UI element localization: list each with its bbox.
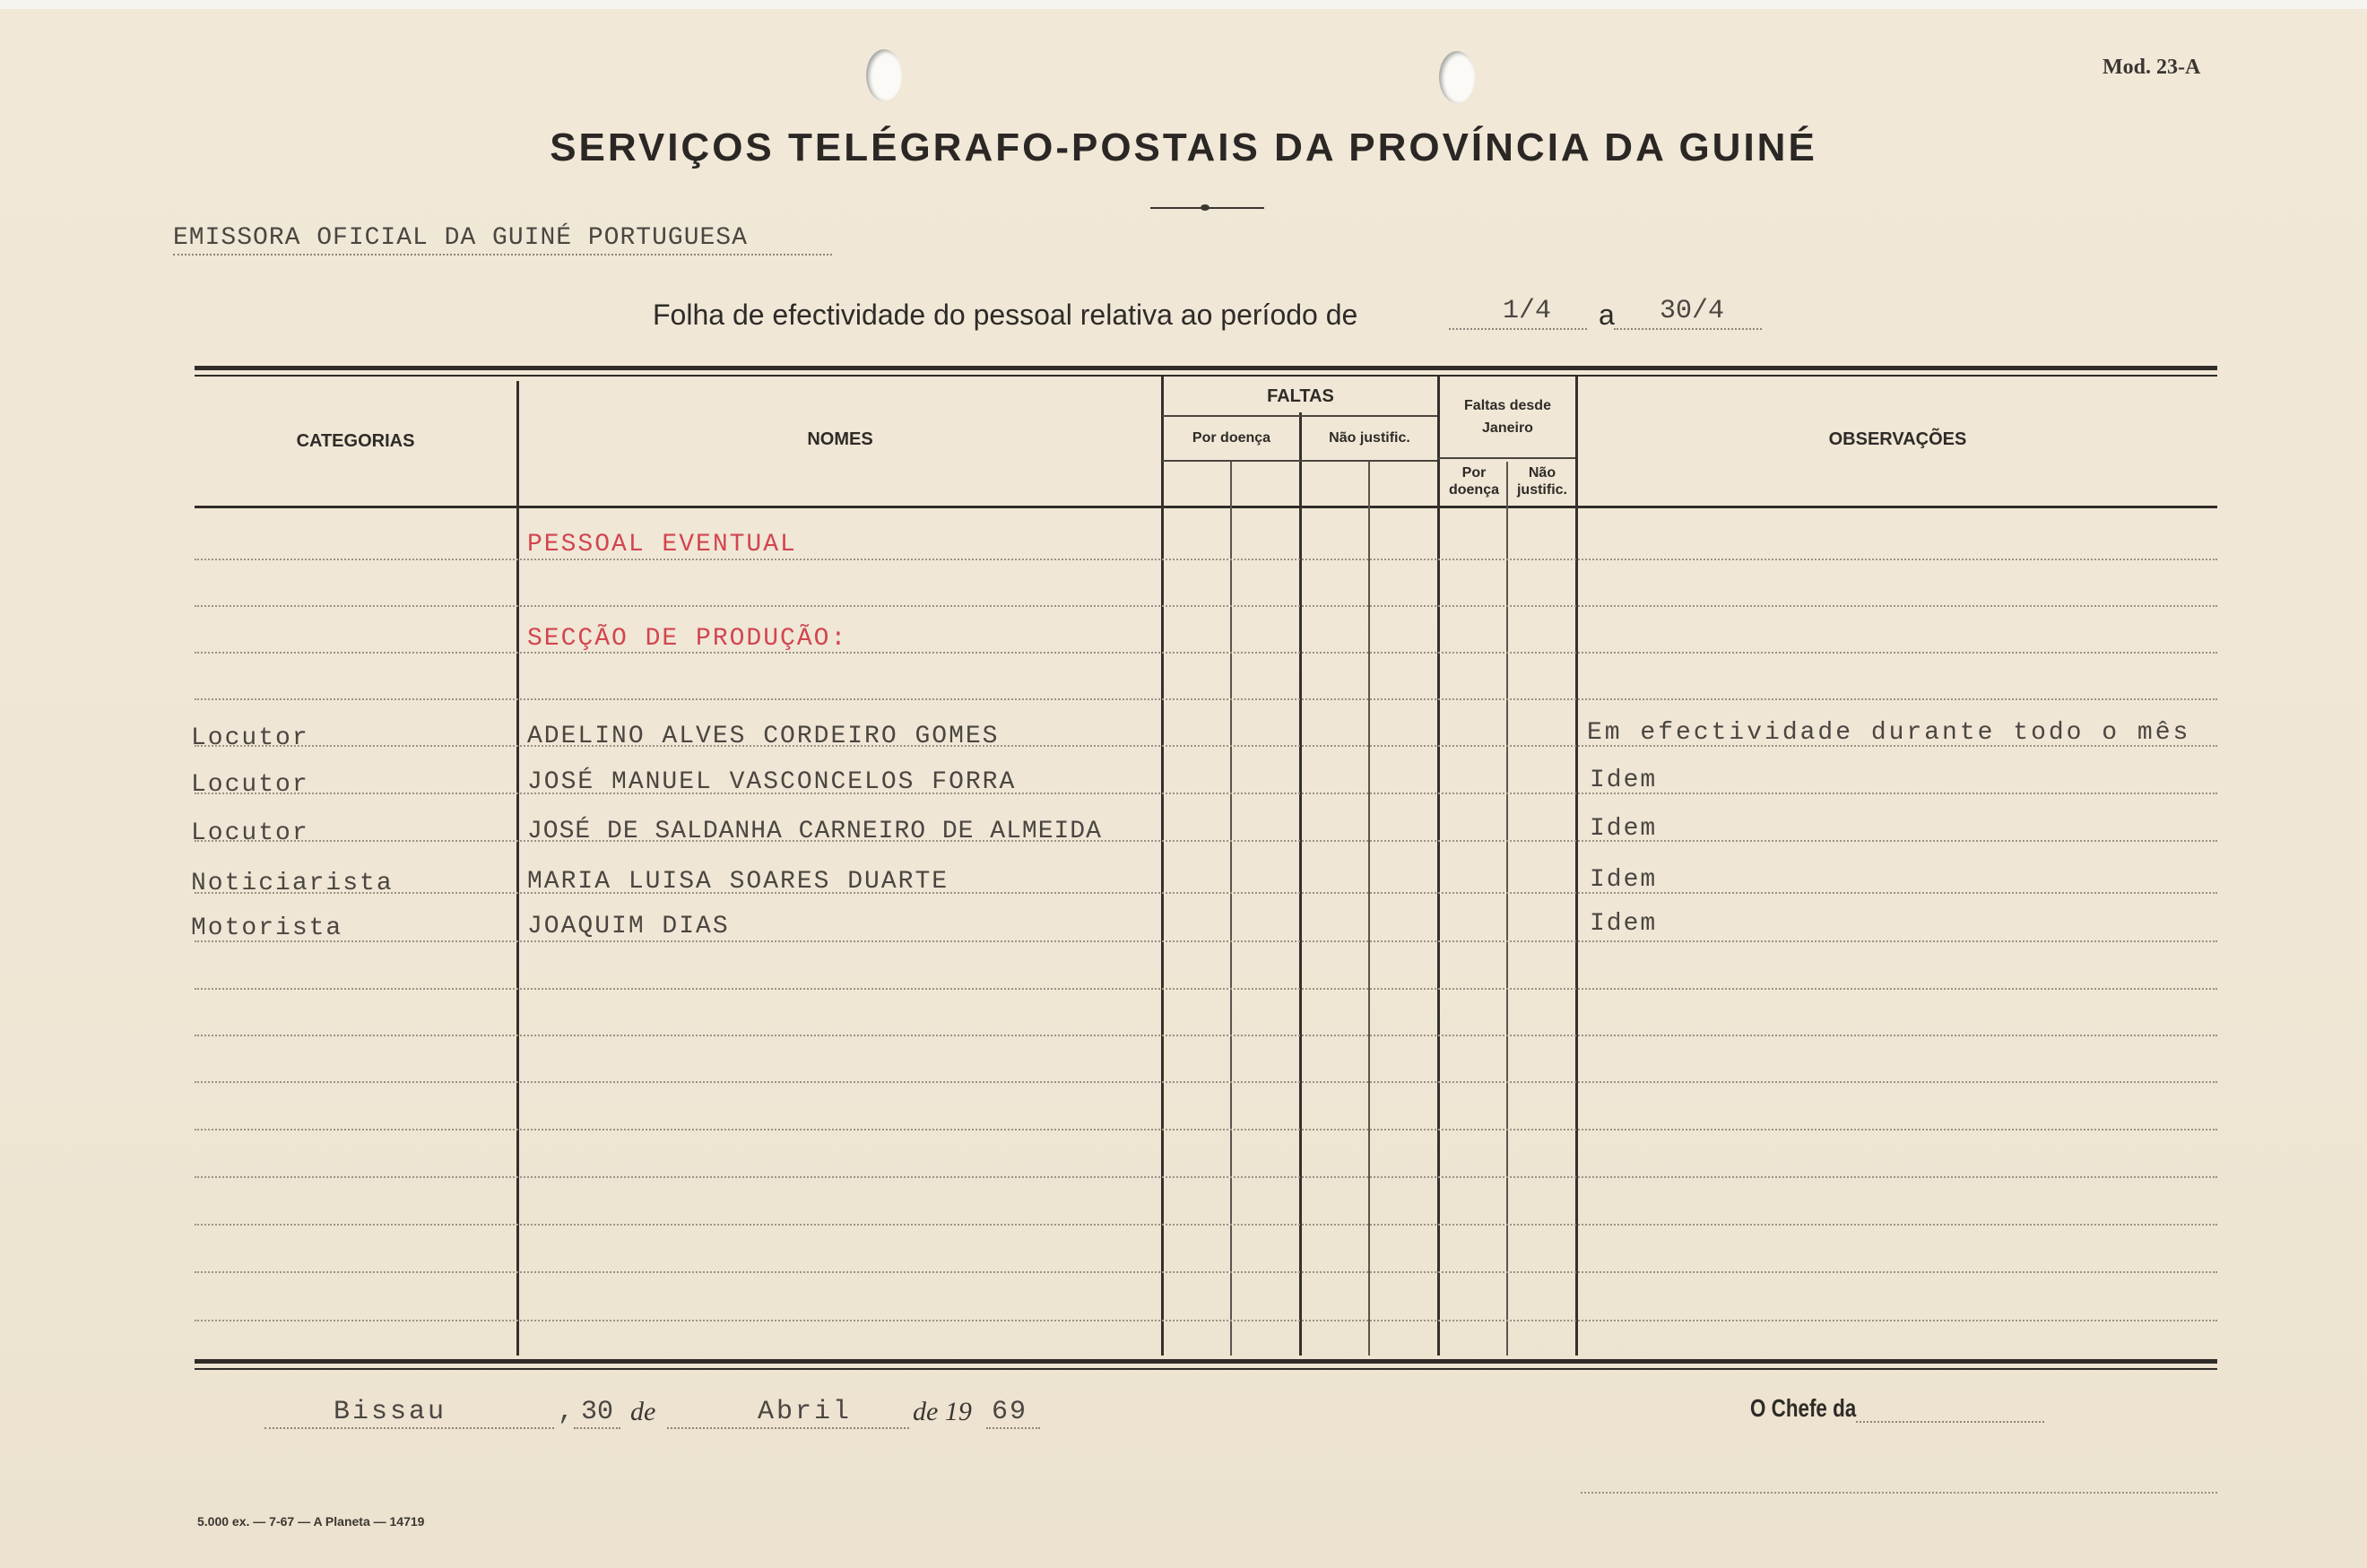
row-5-observacao: Idem [1590, 910, 1658, 938]
footer-day-comma: , [558, 1397, 575, 1427]
header-nomes: NOMES [807, 429, 873, 449]
row-1-nome: ADELINO ALVES CORDEIRO GOMES [527, 723, 1000, 750]
period-connector: a [1599, 299, 1615, 331]
row-rule [195, 1271, 2217, 1273]
print-info: 5.000 ex. — 7-67 — A Planeta — 14719 [197, 1514, 425, 1529]
row-3-observacao: Idem [1590, 815, 1658, 843]
period-to-field [1614, 328, 1762, 330]
row-4-observacao: Idem [1590, 866, 1658, 894]
header-por-doenca: Por doença [1192, 430, 1271, 446]
header-observacoes: OBSERVAÇÕES [1828, 429, 1967, 449]
subcolumn-divider-3 [1506, 462, 1508, 1356]
table-top-rule [195, 366, 2217, 370]
column-divider-nomes [1161, 377, 1164, 1356]
row-5-nome: JOAQUIM DIAS [527, 913, 730, 940]
header-jan-doenca: doença [1448, 482, 1499, 498]
header-faltas-desde-janeiro: Faltas desde Janeiro [1464, 398, 1551, 436]
subcolumn-divider-2 [1368, 462, 1370, 1356]
row-4-nome: MARIA LUISA SOARES DUARTE [527, 868, 949, 896]
table-header-rule [195, 506, 2217, 508]
footer-day: 30 [581, 1397, 614, 1427]
header-faltas: FALTAS [1267, 386, 1334, 406]
row-4-categoria: Noticiarista [191, 870, 394, 897]
form-code: Mod. 23-A [2103, 56, 2201, 79]
table-bottom-rule [195, 1359, 2217, 1364]
faltas-header-rule [1162, 415, 1437, 417]
title-ornament [1150, 207, 1264, 209]
row-rule [195, 892, 2217, 894]
table-top-rule-thin [195, 375, 2217, 377]
row-rule [195, 605, 2217, 607]
row-5-categoria: Motorista [191, 914, 343, 942]
month-field [667, 1427, 909, 1429]
header-jan-nao: Não [1528, 465, 1556, 481]
period-label: Folha de efectividade do pessoal relativa ao período de [653, 299, 1358, 331]
row-1-observacao: Em efectividade durante todo o mês [1587, 719, 2191, 747]
row-rule [195, 1081, 2217, 1083]
row-rule [195, 1129, 2217, 1131]
paper-edge [0, 0, 2367, 9]
day-field [574, 1427, 620, 1429]
row-rule [195, 988, 2217, 990]
chefe-label: O Chefe da [1750, 1394, 1857, 1422]
header-categorias: CATEGORIAS [296, 431, 415, 451]
punch-hole-right [1439, 51, 1475, 103]
organization-name: EMISSORA OFICIAL DA GUINÉ PORTUGUESA [173, 224, 832, 256]
row-rule [195, 698, 2217, 700]
row-rule [195, 840, 2217, 842]
row-2-categoria: Locutor [191, 771, 309, 799]
column-divider-faltas [1299, 412, 1302, 1356]
header-nao-justific: Não justific. [1329, 430, 1410, 446]
section-label-pessoal-eventual: PESSOAL EVENTUAL [527, 531, 797, 559]
row-rule [195, 1176, 2217, 1178]
faltas-subheader-rule [1162, 460, 1437, 462]
column-divider-janeiro [1437, 377, 1440, 1356]
row-rule [195, 1035, 2217, 1036]
row-3-nome: JOSÉ DE SALDANHA CARNEIRO DE ALMEIDA [527, 818, 1102, 845]
year-field [986, 1427, 1040, 1429]
header-jan-por: Por [1461, 465, 1487, 481]
footer-de-19: de 19 [913, 1397, 972, 1426]
row-2-observacao: Idem [1590, 767, 1658, 794]
row-rule [195, 559, 2217, 560]
row-rule [195, 1224, 2217, 1226]
row-rule [195, 793, 2217, 794]
subcolumn-divider-1 [1230, 462, 1232, 1356]
row-rule [195, 1320, 2217, 1321]
chefe-field [1856, 1421, 2044, 1423]
footer-year-suffix: 69 [992, 1397, 1028, 1427]
document-title: SERVIÇOS TELÉGRAFO-POSTAIS DA PROVÍNCIA DA GUINÉ [550, 126, 1817, 169]
row-3-categoria: Locutor [191, 819, 309, 847]
footer-de-1: de [630, 1397, 656, 1426]
signature-line [1581, 1492, 2217, 1494]
table-bottom-rule-thin [195, 1368, 2217, 1370]
row-rule [195, 940, 2217, 942]
place-field [264, 1427, 554, 1429]
section-label-seccao-producao: SECÇÃO DE PRODUÇÃO: [527, 625, 848, 653]
footer-month: Abril [758, 1397, 853, 1427]
janeiro-subheader-rule [1438, 457, 1575, 459]
row-2-nome: JOSÉ MANUEL VASCONCELOS FORRA [527, 768, 1017, 796]
period-from: 1/4 [1503, 296, 1552, 326]
row-1-categoria: Locutor [191, 724, 309, 752]
punch-hole-left [866, 49, 902, 101]
footer-place: Bissau [334, 1397, 447, 1427]
header-jan-justific: justific. [1516, 482, 1567, 498]
period-from-field [1449, 328, 1587, 330]
column-divider-observacoes [1575, 377, 1578, 1356]
row-rule [195, 652, 2217, 654]
column-divider-categorias [516, 381, 519, 1356]
period-to: 30/4 [1660, 296, 1725, 326]
